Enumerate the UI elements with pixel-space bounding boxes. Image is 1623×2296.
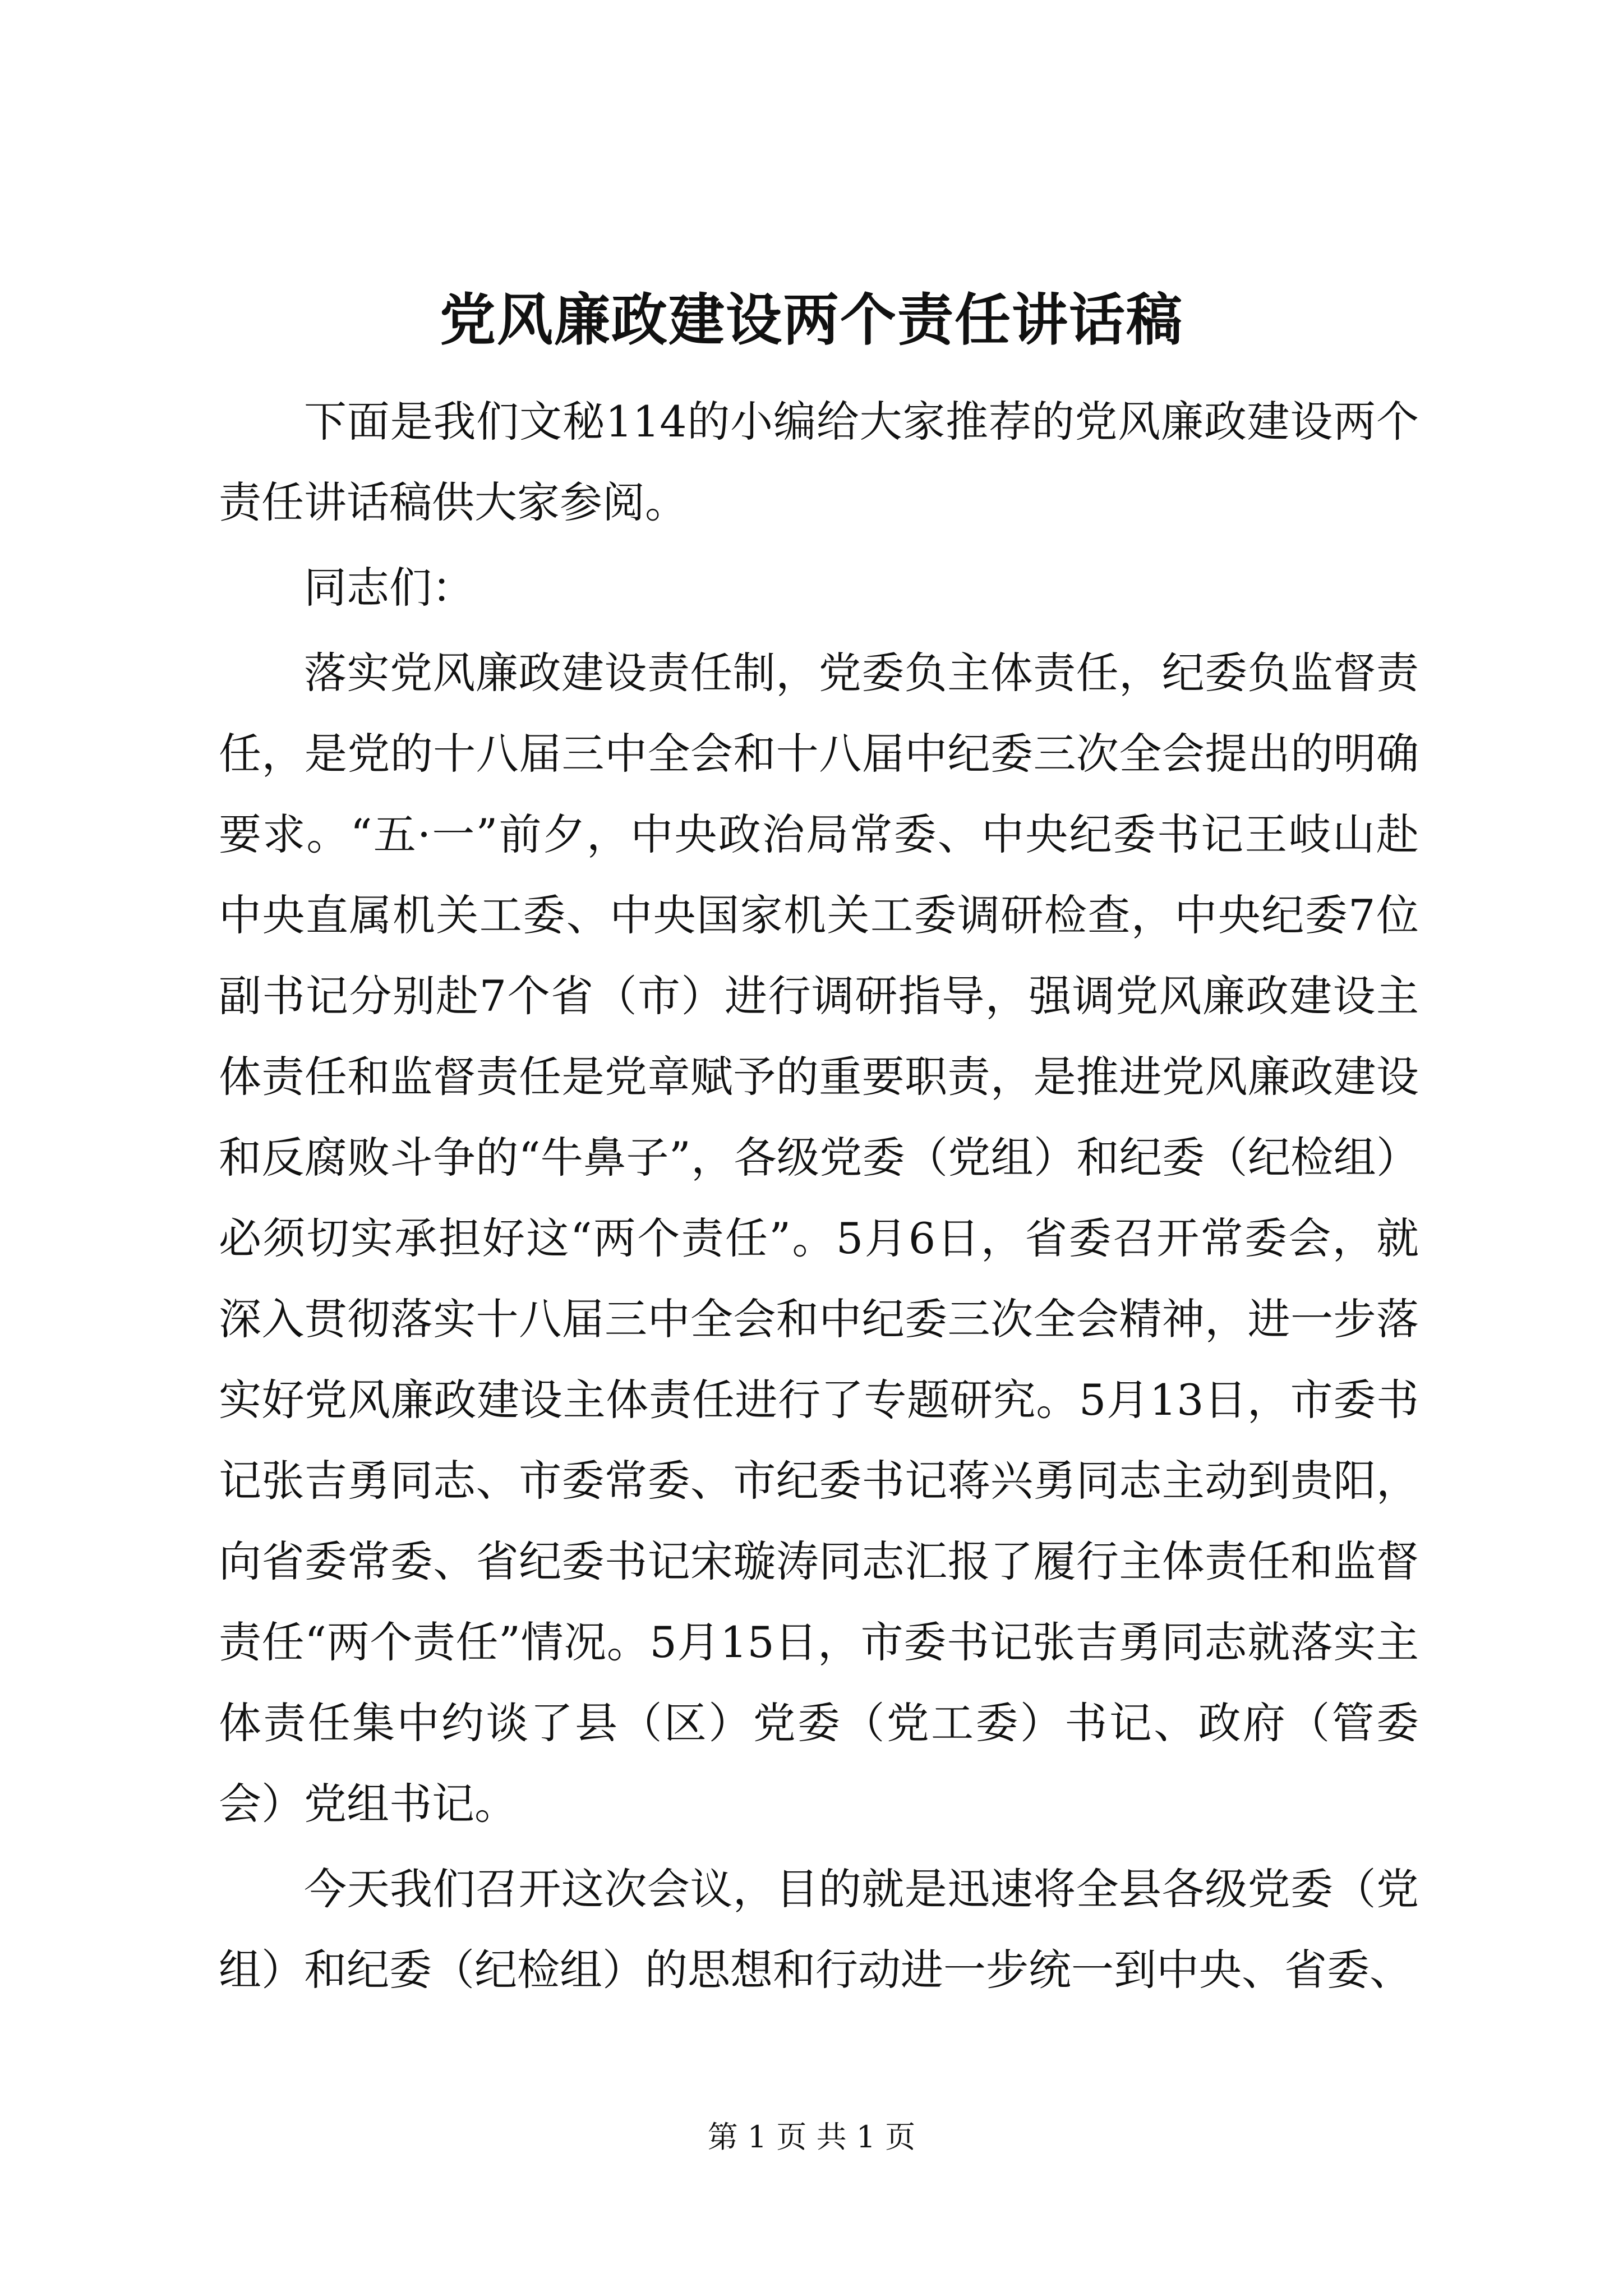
page-footer: 第 1 页 共 1 页: [707, 2119, 916, 2155]
paragraph-salutation: 同志们：: [304, 563, 474, 613]
document-title: 党风廉政建设两个责任讲话稿: [440, 287, 1183, 353]
paragraph-intro: 下面是我们文秘114的小编给大家推荐的党风廉政建设两个责任讲话稿供大家参阅。: [219, 397, 1419, 527]
paragraph-main: 落实党风廉政建设责任制，党委负主体责任，纪委负监督责任，是党的十八届三中全会和十八届中纪委三次全会提出的明确要求。“五·一”前夕，中央政治局常委、中央纪委书记王岐山赴中央直属机关工委、中央国家机关工委调研检查，中央纪委7位副书记分别赴7个省（市）进行调研指导，强调党风廉政建设主体责任和监督责任是党章赋予的重要职责，是推进党风廉政建设和反腐败斗争的“牛鼻子”，各级党委（党组）和纪委（纪检组）必须切实承担好这“两个责任”。5月6日，省委召开常委会，就深入贯彻落实十八届三中全会和中纪委三次全会精神，进一步落实好党风廉政建设主体责任进行了专题研究。5月13日，市委书记张吉勇同志、市委常委、市纪委书记蒋兴勇同志主动到贵阳，向省委常委、省纪委书记宋璇涛同志汇报了履行主体责任和监督责任“两个责任”情况。5月15日，市委书记张吉勇同志就落实主体责任集中约谈了县（区）党委（党工委）书记、政府（管委会）党组书记。: [219, 648, 1419, 1829]
paragraph-meeting: 今天我们召开这次会议，目的就是迅速将全县各级党委（党组）和纪委（纪检组）的思想和行动进一步统一到中央、省委、: [219, 1864, 1419, 1995]
document-body: [219, 381, 1419, 2010]
